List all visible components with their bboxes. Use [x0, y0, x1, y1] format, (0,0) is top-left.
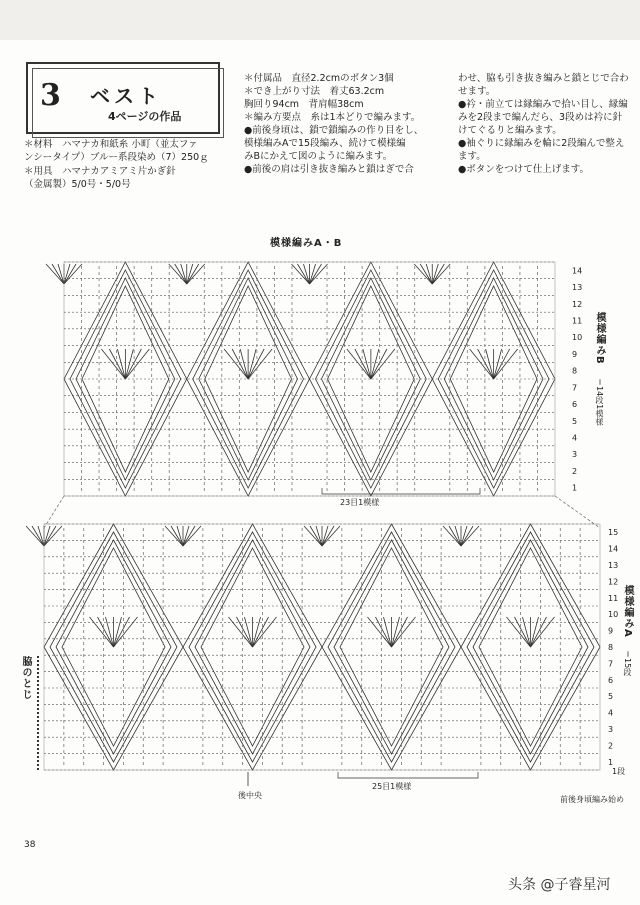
upper-row-number: 6 — [572, 400, 578, 410]
specs-line-5: ●前後身頃は、鎖で鎖編みの作り目をし、 — [244, 125, 424, 136]
specs-line-2: ＊でき上がり寸法 着丈63.2cm — [244, 86, 385, 97]
upper-row-number: 3 — [572, 450, 578, 460]
notes-line-6: ●袖ぐりに縁編みを輪に2段編んで整え — [458, 138, 625, 149]
lower-row-number: 10 — [608, 610, 619, 620]
lower-row-number: 14 — [608, 544, 619, 554]
upper-row-number: 1 — [572, 483, 578, 493]
lower-row-number: 12 — [608, 577, 619, 587]
label-pattern-b-note: ＝14段1模様 — [595, 378, 604, 426]
lower-row-number: 13 — [608, 561, 619, 570]
lower-row-number: 15 — [608, 528, 619, 538]
upper-row-number: 5 — [572, 416, 578, 426]
lower-row-number: 1 — [608, 757, 614, 767]
specs-line-3: 胸回り94cm 背肩幅38cm — [244, 99, 364, 110]
lower-repeat-bracket — [338, 772, 478, 778]
lower-chart-motifs — [26, 524, 600, 770]
notes-line-3: ●衿・前立ては縁編みで拾い目し、縁編 — [458, 99, 628, 110]
lower-row-number: 8 — [608, 643, 614, 652]
upper-row-number: 12 — [572, 299, 583, 309]
upper-repeat-label: 23目1模様 — [340, 498, 380, 507]
lower-row-number: 3 — [608, 725, 614, 734]
upper-row-number: 8 — [572, 366, 578, 376]
notes-line-7: ます。 — [458, 151, 486, 162]
pattern-number: 3 — [40, 78, 61, 113]
specs-line-6: 模様編みAで15段編み、続けて模様編 — [244, 138, 406, 149]
notes-line-5: けてぐるりと編みます。 — [458, 125, 562, 136]
materials-line-2: ンシータイプ）ブルー系段染め（7）250ｇ — [24, 152, 209, 163]
chart-connector-lines — [44, 496, 600, 528]
label-pattern-a: 模様編みA — [622, 585, 633, 638]
upper-row-number: 13 — [572, 283, 583, 293]
specs-line-7: みBにかえて図のように編みます。 — [244, 151, 393, 162]
pattern-subtitle: 4ページの作品 — [108, 110, 182, 123]
lower-row-number: 6 — [608, 675, 614, 685]
tools-line-1: ＊用具 ハマナカアミアミ片かぎ針 — [24, 166, 176, 177]
start-note-label: 前後身頃編み始め — [560, 795, 624, 804]
page-number: 38 — [24, 840, 36, 850]
notes-line-4: みを2段まで編んだら、3段めは衿に針 — [458, 112, 623, 123]
upper-row-number: 10 — [572, 333, 583, 343]
upper-repeat-bracket — [322, 488, 480, 494]
pattern-name: ベスト — [90, 84, 162, 108]
lower-row-number: 11 — [608, 593, 619, 603]
upper-row-number: 7 — [572, 383, 578, 393]
upper-row-number: 14 — [572, 266, 583, 276]
lower-row-number: 5 — [608, 692, 614, 702]
notes-line-1: わせ、脇も引き抜き編みと鎖とじで合わ — [458, 73, 629, 84]
lower-repeat-label: 25目1模様 — [372, 782, 412, 791]
start-row-label: 1段 — [612, 767, 626, 776]
notes-line-2: せます。 — [458, 86, 496, 97]
label-pattern-a-note: ＝15段 — [623, 650, 632, 677]
label-pattern-b: 模様編みB — [594, 312, 605, 365]
specs-line-8: ●前後の肩は引き抜き編みと鎖はぎで合 — [244, 164, 414, 175]
tools-line-2: （金属製）5/0号・5/0号 — [24, 179, 131, 190]
chart-title: 模様編みA・B — [270, 238, 343, 249]
upper-row-number: 9 — [572, 349, 578, 359]
center-back-label: 後中央 — [238, 791, 262, 800]
specs-line-1: ＊付属品 直径2.2cmのボタン3個 — [244, 73, 394, 84]
upper-row-number: 4 — [572, 433, 578, 443]
notes-line-8: ●ボタンをつけて仕上げます。 — [458, 164, 590, 175]
specs-line-4: ＊編み方要点 糸は1本どりで編みます。 — [244, 112, 421, 123]
watermark: 头条 @子睿星河 — [508, 877, 611, 893]
upper-row-number: 2 — [572, 466, 578, 476]
lower-row-number: 2 — [608, 741, 614, 751]
upper-row-number: 11 — [572, 316, 583, 326]
label-side-seam: 脇のとじ — [20, 656, 31, 700]
lower-row-number: 7 — [608, 659, 614, 669]
lower-row-number: 4 — [608, 708, 614, 718]
lower-row-number: 9 — [608, 626, 614, 636]
materials-line-1: ＊材料 ハマナカ和紙糸 小町（並太ファ — [24, 139, 198, 150]
